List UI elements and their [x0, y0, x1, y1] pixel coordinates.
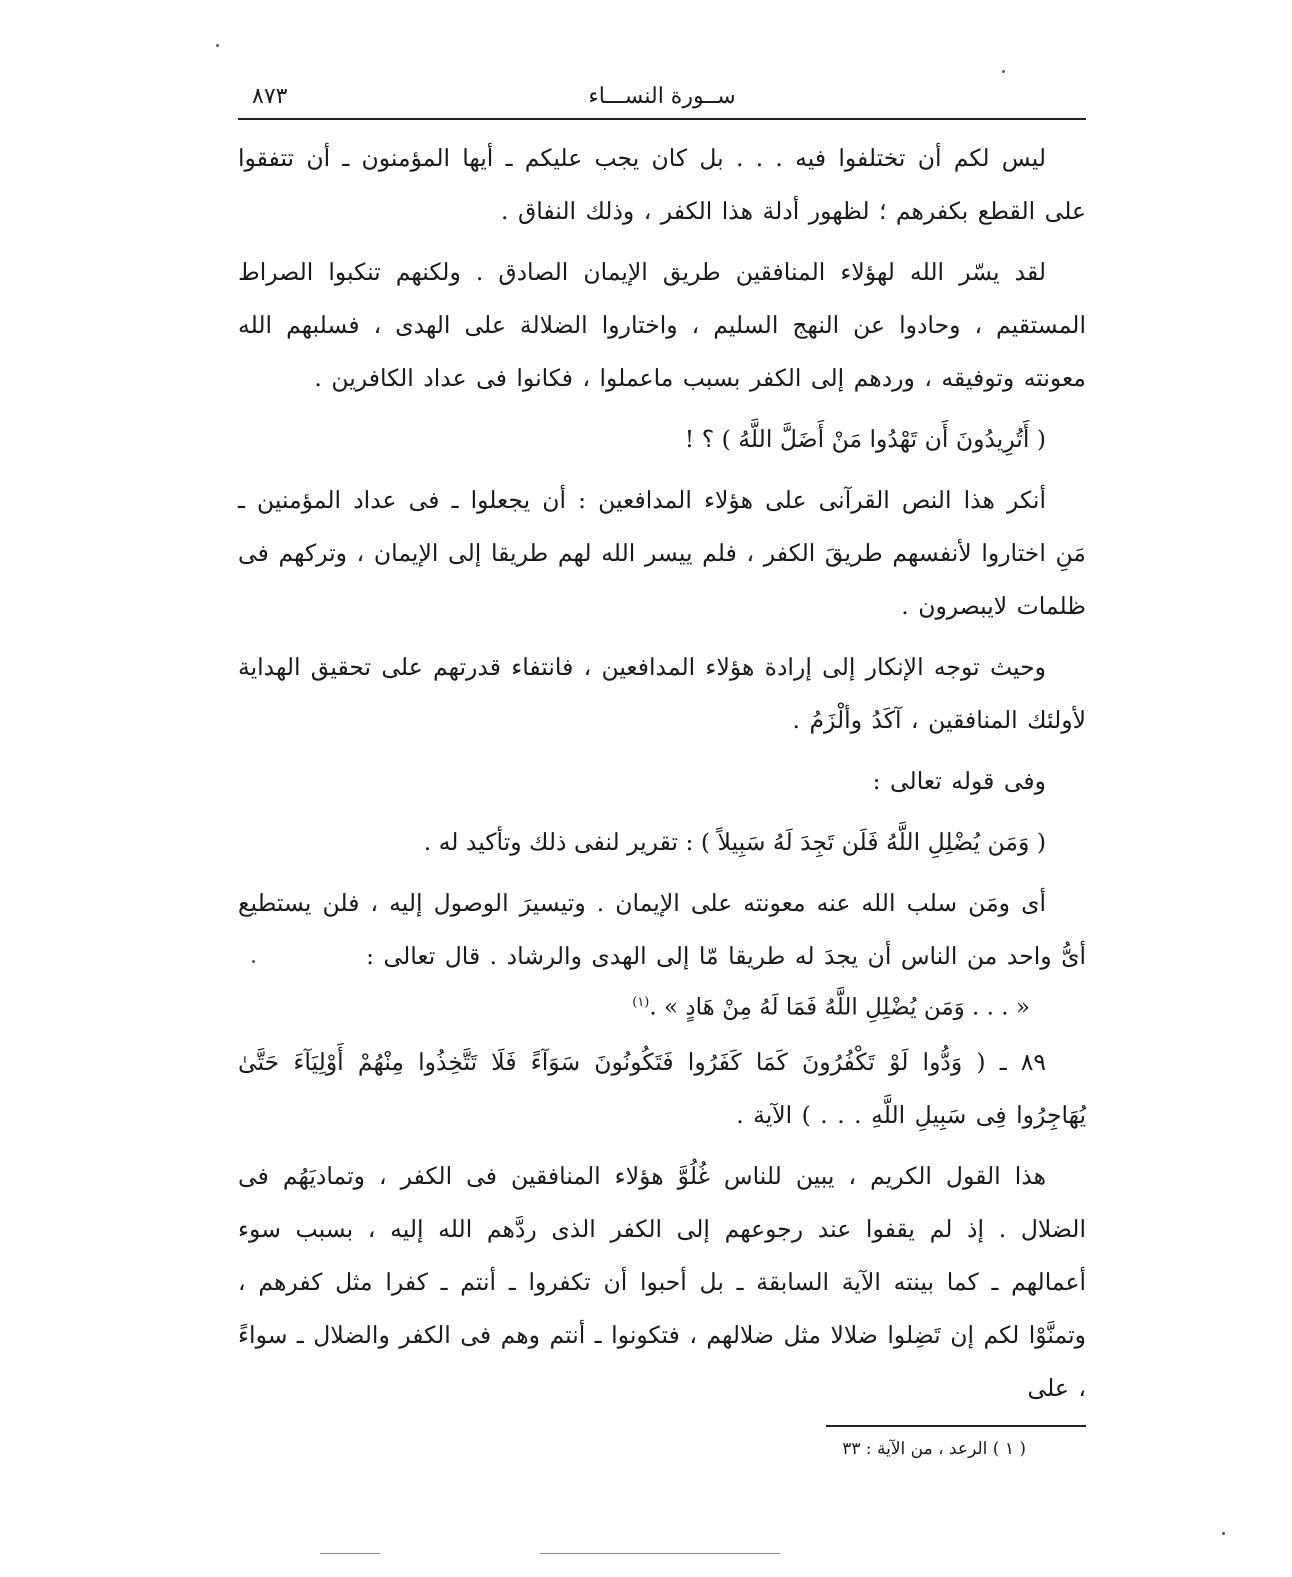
- scan-mark: [320, 1553, 380, 1554]
- verse-quote-2: ( وَمَن يُضْلِلِ اللَّهُ فَلَن تَجِدَ لَهُ سَبِيلاً ) : تقرير لنفى ذلك وتأكيد له .: [423, 828, 1046, 856]
- scan-speck: [1222, 1532, 1225, 1535]
- footnote-divider: [826, 1425, 1086, 1427]
- scan-mark: [540, 1553, 780, 1554]
- surah-title: ســورة النســـاء: [588, 84, 736, 109]
- verse-quote-3: [238, 981, 1086, 1030]
- scan-speck: [1002, 70, 1005, 73]
- paragraph-4: وحيث توجه الإنكار إلى إرادة هؤلاء المدافعين ، فانتفاء قدرتهم على تحقيق الهداية لأولئك المنافقين ، آكَدُ وألْزَمُ .: [238, 653, 1086, 734]
- paragraph-5: وفى قوله تعالى :: [872, 767, 1046, 795]
- verse-quote-1: ( أَتُرِيدُونَ أَن تَهْدُوا مَنْ أَضَلَّ اللَّهُ ) ؟ !: [684, 425, 1046, 453]
- paragraph-6: أى ومَن سلب الله عنه معونته على الإيمان . وتيسيرَ الوصول إليه ، فلن يستطيع أىُّ واحد من الناس أن يجدَ له طريقا مّا إلى الهدى والرشاد . قال تعالى :: [238, 889, 1086, 970]
- main-text: [238, 120, 1086, 1415]
- scan-speck: [252, 960, 255, 963]
- verse-89: ٨٩ ـ ( وَدُّوا لَوْ تَكْفُرُونَ كَمَا كَفَرُوا فَتَكُونُونَ سَوَآءً فَلَا تَتَّخِذُوا مِنْهُمْ أَوْلِيَآءَ حَتَّىٰ يُهَاجِرُوا فِى سَبِيلِ اللَّهِ . . . ) الآية .: [238, 1047, 1086, 1129]
- paragraph-2: لقد يسّر الله لهؤلاء المنافقين طريق الإيمان الصادق . ولكنهم تنكبوا الصراط المستقيم ، وحادوا عن النهج السليم ، واختاروا الضلالة على الهدى ، فسلبهم الله معونته وتوفيقه ، وردهم إلى الكفر بسبب ماعملوا ، فكانوا فى عداد الكافرين .: [238, 258, 1086, 392]
- scan-speck: [216, 44, 219, 47]
- paragraph-3: أنكر هذا النص القرآنى على هؤلاء المدافعين : أن يجعلوا ـ فى عداد المؤمنين ـ مَنِ اختاروا لأنفسهم طريقَ الكفر ، فلم ييسر الله لهم طريقا إلى الإيمان ، وتركهم فى ظلمات لايبصرون .: [238, 486, 1086, 620]
- footnote-ref: (١): [632, 995, 650, 1010]
- page-content: [238, 78, 1086, 1467]
- paragraph-1: ليس لكم أن تختلفوا فيه . . . بل كان يجب عليكم ـ أيها المؤمنون ـ أن تتفقوا على القطع بكفرهم ؛ لظهور أدلة هذا الكفر ، وذلك النفاق .: [238, 144, 1086, 225]
- page-number: ٨٧٣: [252, 84, 288, 109]
- verse-quote-3-text: « . . . وَمَن يُضْلِلِ اللَّهُ فَمَا لَهُ مِنْ هَادٍ » .: [649, 994, 1030, 1021]
- running-header: [238, 78, 1086, 120]
- footnote: ( ١ ) الرعد ، من الآية : ٣٣: [842, 1438, 1026, 1459]
- paragraph-7: هذا القول الكريم ، يبين للناس غُلُوَّ هؤلاء المنافقين فى الكفر ، وتماديَهُم فى الضلال . إذ لم يقفوا عند رجوعهم إلى الكفر الذى ردَّهم الله إليه ، بسبب سوء أعمالهم ـ كما بينته الآية السابقة ـ بل أحبوا أن تكفروا ـ أنتم ـ كفرا مثل كفرهم ، وتمنَّوْا لكم إن تَضِلوا ضلالا مثل ضلالهم ، فتكونوا ـ أنتم وهم فى الكفر والضلال ـ سواءً ، على: [238, 1161, 1086, 1402]
